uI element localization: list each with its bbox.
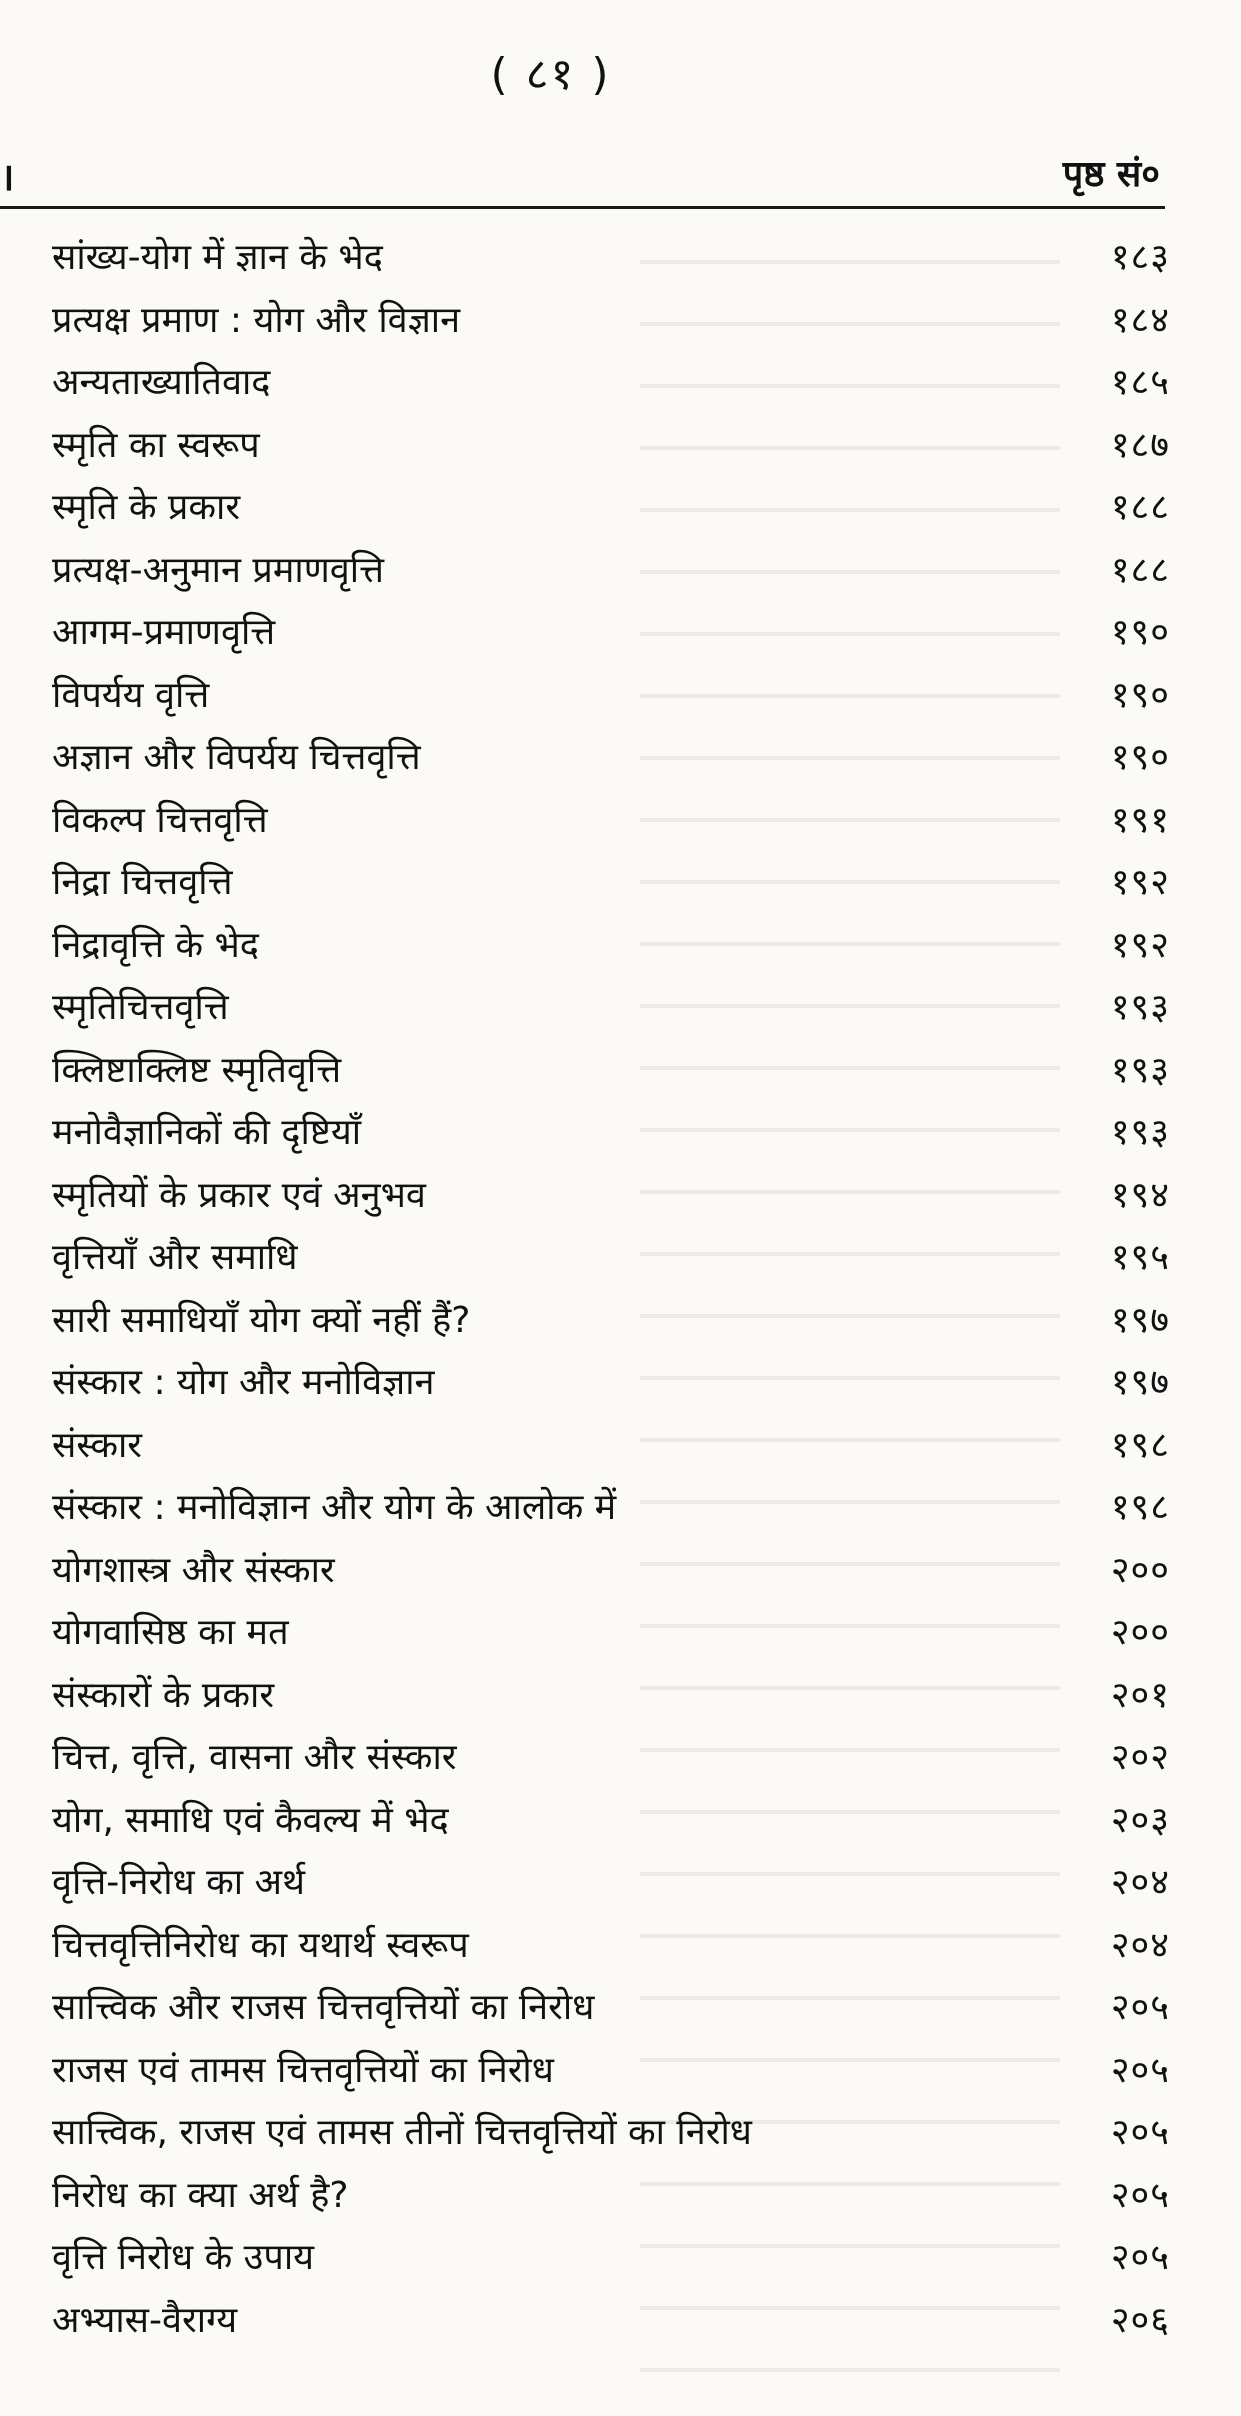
entry-page-number: १९७ [1110, 1299, 1170, 1341]
entry-title: वृत्ति-निरोध का अर्थ [52, 1862, 306, 1903]
entry-page-number: १९३ [1110, 1112, 1170, 1153]
entry-page-number: २०५ [1110, 1987, 1170, 2028]
entry-page-number: १८५ [1110, 362, 1170, 403]
entry-page-number: २०६ [1110, 2299, 1170, 2341]
entry-page-number: १९५ [1110, 1237, 1170, 1278]
entry-title: क्लिष्टाक्लिष्ट स्मृतिवृत्ति [52, 1049, 342, 1091]
entry-page-number: १९७ [1110, 1362, 1170, 1403]
toc-entry [0, 2101, 1241, 2164]
toc-entry [0, 1039, 1241, 1102]
entry-title: सारी समाधियाँ योग क्यों नहीं हैं? [52, 1299, 471, 1341]
entry-title: निरोध का क्या अर्थ है? [52, 2174, 349, 2216]
entry-page-number: २०५ [1110, 2237, 1170, 2278]
entry-title: स्मृतियों के प्रकार एवं अनुभव [52, 1174, 426, 1216]
entry-page-number: १९२ [1110, 862, 1170, 903]
entry-page-number: १९८ [1110, 1487, 1170, 1528]
entry-title: प्रत्यक्ष-अनुमान प्रमाणवृत्ति [52, 549, 384, 591]
toc-entry [0, 851, 1241, 914]
entry-title: निद्रावृत्ति के भेद [52, 924, 259, 966]
entry-page-number: १९४ [1110, 1174, 1170, 1216]
toc-entry [0, 1289, 1241, 1352]
entry-page-number: २०३ [1110, 1799, 1170, 1841]
header-left-mark: । [0, 155, 15, 199]
entry-page-number: २०२ [1110, 1737, 1170, 1778]
entry-title: संस्कार : मनोविज्ञान और योग के आलोक में [52, 1487, 617, 1528]
entry-title: सात्त्विक और राजस चित्तवृत्तियों का निरोध [52, 1987, 595, 2028]
entry-page-number: १८३ [1110, 237, 1170, 278]
entry-page-number: २०५ [1110, 2174, 1170, 2216]
toc-entry [0, 1164, 1241, 1227]
toc-entry [0, 1851, 1241, 1914]
entry-title: संस्कार [52, 1424, 143, 1466]
entry-title: मनोवैज्ञानिकों की दृष्टियाँ [52, 1112, 362, 1153]
entry-title: योग, समाधि एवं कैवल्य में भेद [52, 1799, 449, 1841]
toc-entry [0, 414, 1241, 477]
entry-title: सांख्य-योग में ज्ञान के भेद [52, 237, 383, 278]
entry-title: चित्त, वृत्ति, वासना और संस्कार [52, 1737, 457, 1778]
entry-title: आगम-प्रमाणवृत्ति [52, 612, 276, 653]
entry-title: स्मृतिचित्तवृत्ति [52, 987, 229, 1028]
toc-entry [0, 1101, 1241, 1164]
entry-page-number: २०० [1110, 1612, 1170, 1653]
toc-entry [0, 1976, 1241, 2039]
entry-page-number: २०५ [1110, 2049, 1170, 2091]
entry-page-number: १९३ [1110, 1049, 1170, 1091]
entry-title: अन्यताख्यातिवाद [52, 362, 271, 403]
toc-entry [0, 476, 1241, 539]
toc-entry [0, 601, 1241, 664]
entry-page-number: १९२ [1110, 924, 1170, 966]
header-rule [0, 206, 1165, 209]
entry-title: अज्ञान और विपर्यय चित्तवृत्ति [52, 737, 421, 778]
toc-entry [0, 2164, 1241, 2227]
entry-page-number: १८८ [1110, 487, 1170, 528]
toc-entry [0, 2289, 1241, 2352]
page-column-header: पृष्ठ सं० [1062, 154, 1160, 195]
entry-title: विकल्प चित्तवृत्ति [52, 799, 268, 841]
entry-page-number: १९८ [1110, 1424, 1170, 1466]
entry-page-number: २०४ [1110, 1862, 1170, 1903]
toc-entry [0, 1351, 1241, 1414]
entry-title: चित्तवृत्तिनिरोध का यथार्थ स्वरूप [52, 1924, 469, 1966]
entry-title: अभ्यास-वैराग्य [52, 2299, 238, 2341]
toc-entry [0, 1914, 1241, 1977]
entry-title: निद्रा चित्तवृत्ति [52, 862, 233, 903]
entry-title: संस्कार : योग और मनोविज्ञान [52, 1362, 435, 1403]
toc-entry [0, 1726, 1241, 1789]
toc-entry [0, 2039, 1241, 2102]
toc-entry [0, 226, 1241, 289]
toc-entry [0, 1476, 1241, 1539]
toc-entry [0, 914, 1241, 977]
entry-page-number: १९० [1110, 674, 1170, 716]
page-number: ( ८१ ) [490, 49, 611, 100]
entry-title: योगवासिष्ठ का मत [52, 1612, 289, 1653]
entry-title: स्मृति के प्रकार [52, 487, 241, 528]
toc-entry [0, 664, 1241, 727]
entry-title: सात्त्विक, राजस एवं तामस तीनों चित्तवृत्तियों का निरोध [52, 2112, 752, 2153]
entry-page-number: २०४ [1110, 1924, 1170, 1966]
entry-page-number: १८४ [1110, 299, 1170, 341]
toc-entry [0, 539, 1241, 602]
toc-entry [0, 1539, 1241, 1602]
entry-page-number: १८८ [1110, 549, 1170, 591]
toc-entry [0, 976, 1241, 1039]
entry-title: राजस एवं तामस चित्तवृत्तियों का निरोध [52, 2049, 554, 2091]
toc-entry [0, 1664, 1241, 1727]
entry-title: प्रत्यक्ष प्रमाण : योग और विज्ञान [52, 299, 461, 341]
toc-entry [0, 1601, 1241, 1664]
entry-title: योगशास्त्र और संस्कार [52, 1549, 335, 1591]
entry-page-number: १९१ [1110, 799, 1170, 841]
toc-entry [0, 1226, 1241, 1289]
entry-page-number: १९३ [1110, 987, 1170, 1028]
toc-entry [0, 726, 1241, 789]
toc-entry [0, 2226, 1241, 2289]
entry-title: वृत्ति निरोध के उपाय [52, 2237, 315, 2278]
entry-page-number: १८७ [1110, 424, 1170, 466]
entry-title: स्मृति का स्वरूप [52, 424, 260, 466]
toc-entry [0, 289, 1241, 352]
entry-title: विपर्यय वृत्ति [52, 674, 210, 716]
entry-page-number: १९० [1110, 737, 1170, 778]
entry-title: संस्कारों के प्रकार [52, 1674, 275, 1716]
table-of-contents [0, 226, 1241, 2351]
entry-page-number: १९० [1110, 612, 1170, 653]
entry-page-number: २०१ [1110, 1674, 1170, 1716]
toc-entry [0, 351, 1241, 414]
toc-entry [0, 1414, 1241, 1477]
entry-title: वृत्तियाँ और समाधि [52, 1237, 298, 1278]
entry-page-number: २०५ [1110, 2112, 1170, 2153]
toc-entry [0, 789, 1241, 852]
entry-page-number: २०० [1110, 1549, 1170, 1591]
toc-entry [0, 1789, 1241, 1852]
